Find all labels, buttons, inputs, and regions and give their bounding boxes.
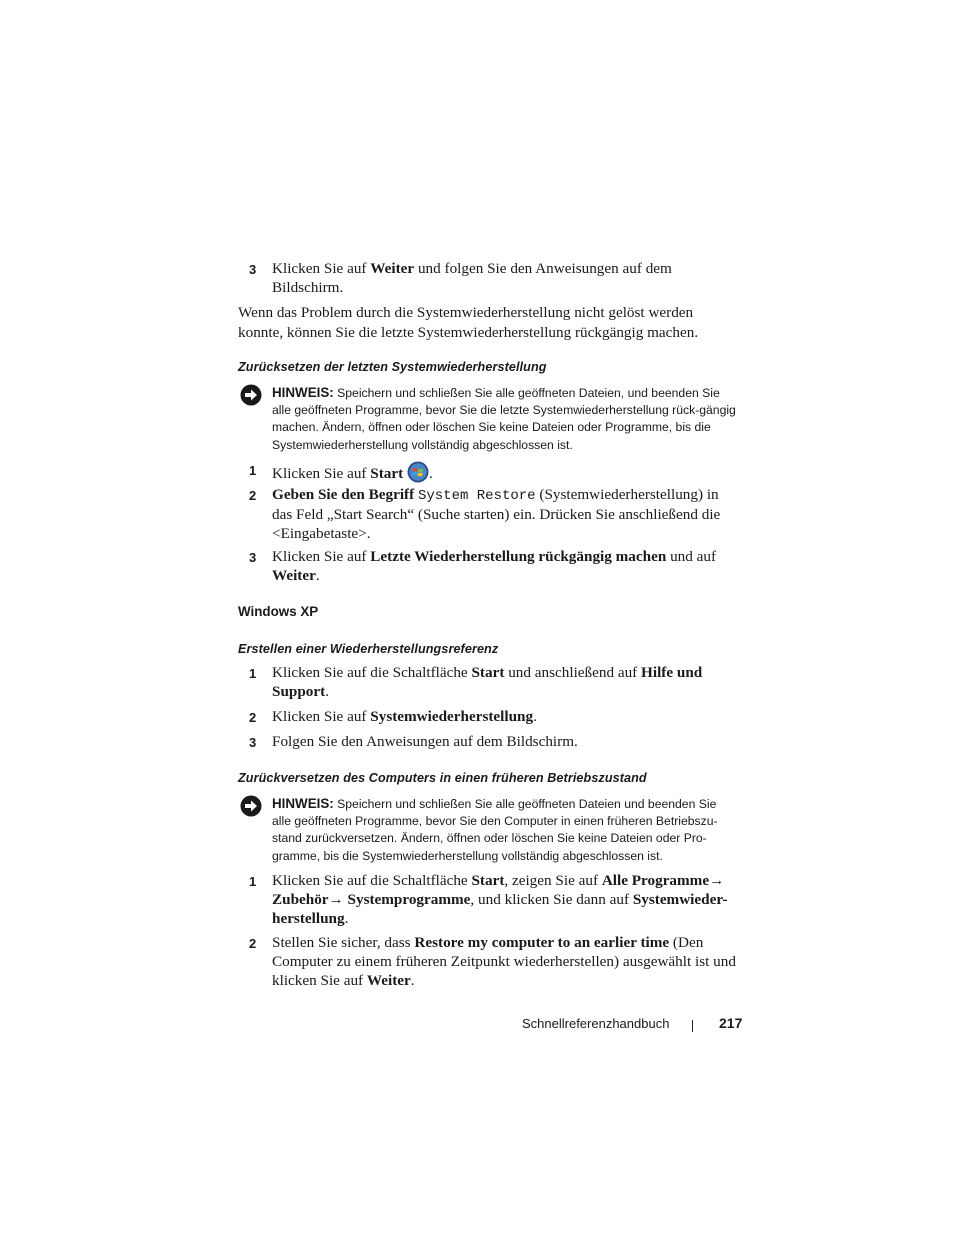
subheading-restore-earlier-state: Zurückversetzen des Computers in einen früheren Betriebszustand bbox=[238, 771, 647, 785]
step-number: 2 bbox=[249, 488, 257, 503]
step-text: Klicken Sie auf die Schaltfläche Start, zeigen Sie auf Alle Programme→ Zubehör→ Systemprogramme, und klicken Sie dann auf Systemwieder-herstellung. bbox=[272, 872, 728, 927]
footer-title: Schnellreferenzhandbuch bbox=[522, 1016, 670, 1031]
notice-arrow-icon bbox=[240, 384, 262, 406]
notice-arrow-icon bbox=[240, 795, 262, 817]
subheading-create-restore-point: Erstellen einer Wiederherstellungsreferenz bbox=[238, 642, 499, 656]
step-text: Klicken Sie auf Letzte Wiederherstellung rückgängig machen und auf Weiter. bbox=[272, 548, 717, 584]
step-text: Klicken Sie auf Weiter und folgen Sie den Anweisungen auf dem Bildschirm. bbox=[272, 260, 672, 296]
step-number: 2 bbox=[249, 710, 257, 725]
step-number: 1 bbox=[249, 463, 257, 478]
notice-text: HINWEIS: Speichern und schließen Sie alle geöffneten Dateien, und beenden Sie alle geöffneten Programme, bevor Sie die letzte Systemwiederherstellung rück-gängig machen. Ändern, öffnen oder löschen Sie keine Dateien oder Programme, bis die Systemwiederherstellung vollständig abgeschlossen ist. bbox=[272, 385, 736, 452]
intro-paragraph: Wenn das Problem durch die Systemwiederherstellung nicht gelöst werden konnte, können Sie die letzte Systemwiederherstellung rückgängig machen. bbox=[238, 304, 699, 341]
step-number: 3 bbox=[249, 550, 257, 565]
step-number: 1 bbox=[249, 874, 257, 889]
step-number: 2 bbox=[249, 936, 257, 951]
step-number: 3 bbox=[249, 262, 257, 277]
step-text: Folgen Sie den Anweisungen auf dem Bildschirm. bbox=[272, 733, 578, 750]
page-number: 217 bbox=[719, 1015, 743, 1031]
step-text: Geben Sie den Begriff System Restore (Systemwiederherstellung) in das Feld „Start Search“ (Suche starten) ein. Drücken Sie anschließend die <Eingabetaste>. bbox=[272, 486, 721, 542]
step-text: Klicken Sie auf Systemwiederherstellung. bbox=[272, 708, 537, 725]
windows-start-icon bbox=[407, 461, 429, 483]
step-text: Klicken Sie auf Start . bbox=[272, 461, 739, 484]
step-text: Klicken Sie auf die Schaltfläche Start und anschließend auf Hilfe und Support. bbox=[272, 664, 703, 700]
footer-separator bbox=[692, 1020, 693, 1032]
heading-windows-xp: Windows XP bbox=[238, 604, 319, 619]
step-text: Stellen Sie sicher, dass Restore my computer to an earlier time (Den Computer zu einem früheren Zeitpunkt wiederherstellen) ausgewählt ist und klicken Sie auf Weiter. bbox=[272, 934, 736, 989]
notice-text: HINWEIS: Speichern und schließen Sie alle geöffneten Dateien und beenden Sie alle geöffneten Programme, bevor Sie den Computer in einen früheren Betriebszu-stand zurückversetzen. Ändern, öffnen oder löschen Sie keine Dateien oder Pro-gramme, bis die Systemwiederherstellung vollständig abgeschlossen ist. bbox=[272, 796, 718, 863]
subheading-undo-restore: Zurücksetzen der letzten Systemwiederherstellung bbox=[238, 360, 547, 374]
step-number: 1 bbox=[249, 666, 257, 681]
step-number: 3 bbox=[249, 735, 257, 750]
